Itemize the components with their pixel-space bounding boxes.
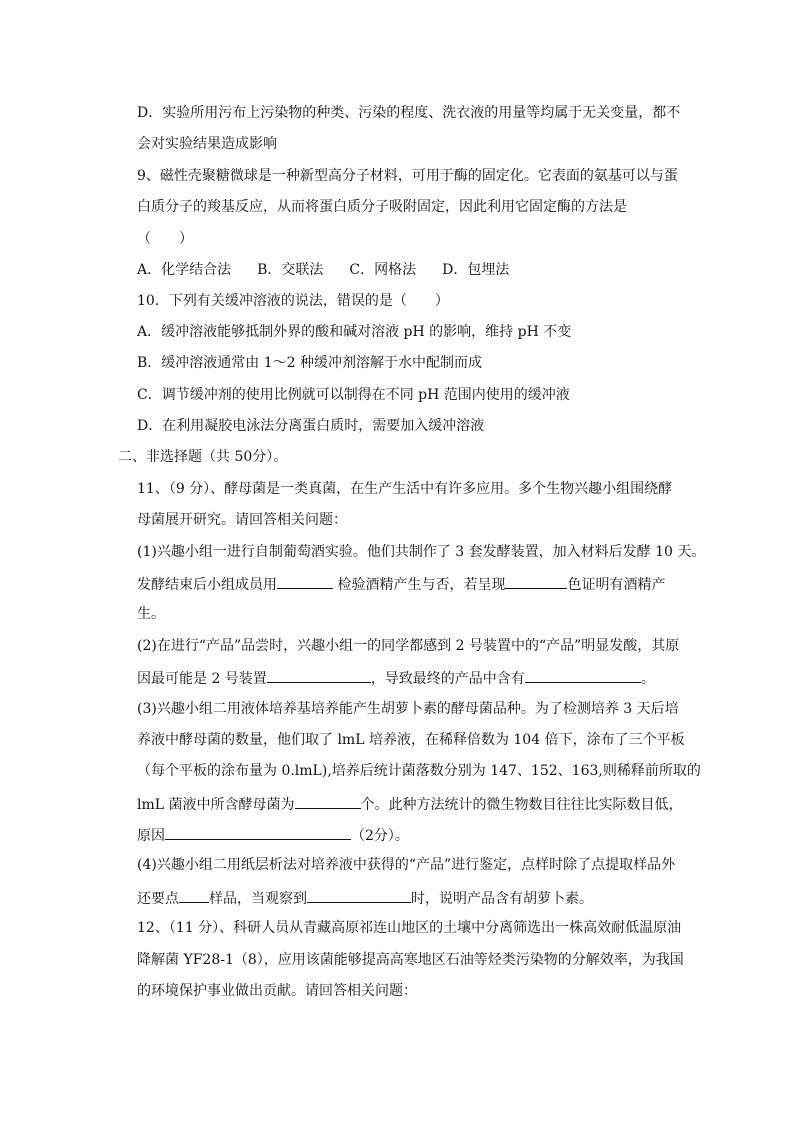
q10-option-b: B．缓冲溶液通常由 1～2 种缓冲剂溶解于水中配制而成 bbox=[137, 355, 483, 371]
q10-option-d: D．在利用凝胶电泳法分离蛋白质时，需要加入缓冲溶液 bbox=[137, 418, 485, 434]
q9-options bbox=[137, 261, 509, 279]
q11-part1-line1: (1)兴趣小组一进行自制葡萄酒实验。他们共制作了 3 套发酵装置，加入材料后发酵 10 天。 bbox=[137, 544, 706, 560]
section-heading: 二、非选择题（共 50分）。 bbox=[118, 449, 288, 465]
q8-option-d-line2: 会对实验结果造成影响 bbox=[137, 136, 277, 152]
q11-part3-line3: （每个平板的涂布量为 0.lmL),培养后统计菌落数分别为 147、152、163,则稀释前所取的 bbox=[137, 763, 701, 779]
q11-part2-line2: 因最可能是 2 号装置 ，导致最终的产品中含有 。 bbox=[137, 668, 655, 688]
answer-blank[interactable] bbox=[295, 794, 361, 809]
answer-blank[interactable] bbox=[179, 888, 209, 903]
q10-option-a: A．缓冲溶液能够抵制外界的酸和碱对溶液 pH 的影响，维持 pH 不变 bbox=[137, 324, 572, 340]
q10-option-c: C．调节缓冲剂的使用比例就可以制得在不同 pH 范围内使用的缓冲液 bbox=[137, 387, 570, 403]
q8-option-d-line1: D．实验所用污布上污染物的种类、污染的程度、洗衣液的用量等均属于无关变量，都不 bbox=[137, 105, 681, 121]
q12-stem-line1: 12、（11 分）、科研人员从青藏高原祁连山地区的土壤中分离筛选出一株高效耐低温原油 bbox=[137, 920, 682, 936]
answer-blank[interactable] bbox=[165, 825, 351, 840]
q11-part2-line1: (2)在进行“产品”品尝时，兴趣小组一的同学都感到 2 号装置中的“产品”明显发酸，其原 bbox=[137, 638, 680, 654]
answer-blank[interactable] bbox=[525, 668, 641, 683]
q12-stem-line2: 降解菌 YF28-1（8），应用该菌能够提高高寒地区石油等烃类污染物的分解效率，为我国 bbox=[137, 952, 684, 968]
q9-answer-bracket: （ ） bbox=[137, 231, 193, 247]
q9-option-b: B．交联法 bbox=[257, 262, 324, 278]
q9-option-a: A．化学结合法 bbox=[137, 262, 232, 278]
q11-stem-line1: 11、（9 分）、酵母菌是一类真菌，在生产生活中有许多应用。多个生物兴趣小组围绕酵 bbox=[137, 481, 673, 497]
q12-stem-line3: 的环境保护事业做出贡献。请回答相关问题： bbox=[137, 983, 417, 999]
answer-blank[interactable] bbox=[267, 668, 371, 683]
q11-part3-line4: lmL 菌液中所含酵母菌为 个。此种方法统计的微生物数目往往比实际数目低， bbox=[137, 794, 683, 814]
q11-part4-line1: (4)兴趣小组二用纸层析法对培养液中获得的“产品”进行鉴定，点样时除了点提取样品外 bbox=[137, 857, 676, 873]
q11-part1-line2: 发酵结束后小组成员用 检验酒精产生与否，若呈现 色证明有酒精产 bbox=[137, 574, 665, 594]
q9-option-d: D．包埋法 bbox=[442, 262, 510, 278]
q11-part3-line5: 原因 （2分）。 bbox=[137, 825, 409, 845]
q9-option-c: C．网格法 bbox=[349, 262, 417, 278]
answer-blank[interactable] bbox=[277, 574, 333, 589]
q11-stem-line2: 母菌展开研究。请回答相关问题： bbox=[137, 512, 347, 528]
q11-part3-line2: 养液中酵母菌的数量，他们取了 lmL 培养液，在稀释倍数为 104 倍下，涂布了三个平板 bbox=[137, 732, 685, 748]
q11-part4-line2: 还要点 样品，当观察到 时，说明产品含有胡萝卜素。 bbox=[137, 888, 593, 908]
q9-stem-line1: 9、磁性壳聚糖微球是一种新型高分子材料，可用于酶的固定化。它表面的氨基可以与蛋 bbox=[137, 168, 678, 184]
q9-stem-line2: 白质分子的羧基反应，从而将蛋白质分子吸附固定，因此利用它固定酶的方法是 bbox=[137, 199, 627, 215]
q11-part3-line1: (3)兴趣小组二用液体培养基培养能产生胡萝卜素的酵母菌品种。为了检测培养 3 天后培 bbox=[137, 701, 679, 717]
q11-part1-line3: 生。 bbox=[137, 606, 165, 622]
q10-stem: 10．下列有关缓冲溶液的说法，错误的是（ ） bbox=[137, 293, 449, 309]
answer-blank[interactable] bbox=[307, 888, 411, 903]
answer-blank[interactable] bbox=[505, 574, 567, 589]
